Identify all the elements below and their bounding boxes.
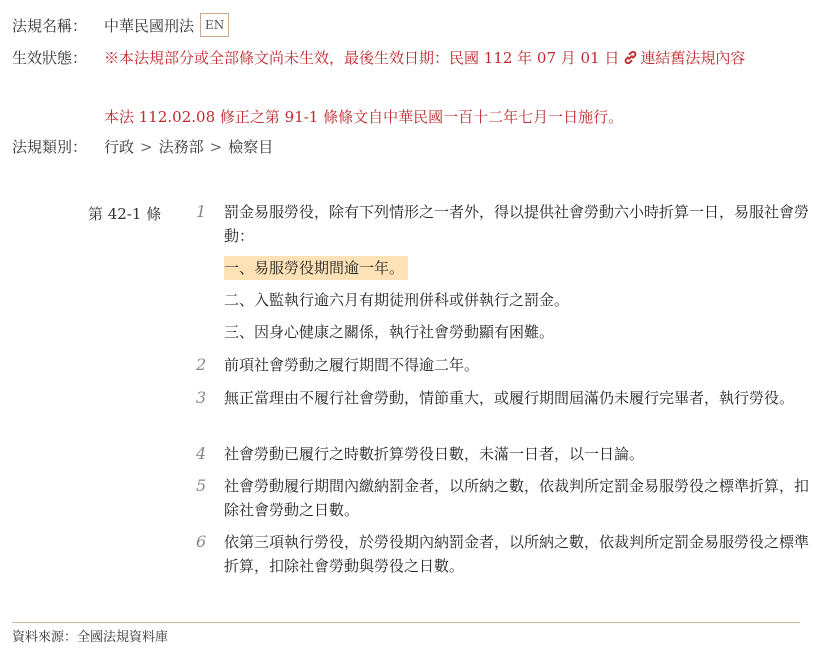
paragraph-number: 3: [196, 388, 207, 407]
paragraph-text: 依第三項執行勞役，於勞役期內納罰金者，以所納之數，依裁判所定罰金易服勞役之標準折算，扣除社會勞動與勞役之日數。: [224, 533, 810, 575]
list-item: 二、入監執行逾六月有期徒刑併科或併執行之罰金。: [224, 291, 570, 309]
paragraph-6: [196, 530, 816, 578]
breadcrumb-separator: >: [209, 138, 223, 156]
paragraph-text: 社會勞動已履行之時數折算勞役日數，未滿一日者，以一日論。: [224, 445, 645, 463]
breadcrumb: [104, 134, 273, 160]
breadcrumb-item-admin[interactable]: 行政: [104, 138, 135, 156]
article-number: 第 42-1 條: [88, 205, 162, 223]
paragraph-number: 1: [196, 202, 207, 221]
paragraph-text: 罰金易服勞役，除有下列情形之一者外，得以提供社會勞動六小時折算一日，易服社會勞動：: [224, 203, 810, 245]
footer-divider: [12, 622, 800, 623]
law-name: 中華民國刑法: [104, 17, 195, 35]
status-text: ※本法規部分或全部條文尚未生效，最後生效日期：民國 112 年 07 月 01 日: [104, 49, 620, 67]
status-label: 生效狀態：: [12, 49, 88, 67]
breadcrumb-item-prosecution[interactable]: 檢察目: [228, 138, 274, 156]
breadcrumb-separator: >: [140, 138, 153, 156]
paragraph-4: [196, 442, 816, 466]
paragraph-1: [196, 200, 816, 248]
breadcrumb-item-ministry[interactable]: 法務部: [158, 138, 204, 156]
paragraph-text: 無正當理由不履行社會勞動，情節重大，或履行期間屆滿仍未履行完畢者，執行勞役。: [224, 389, 795, 407]
paragraph-number: 5: [196, 476, 207, 495]
paragraph-text: 社會勞動履行期間內繳納罰金者，以所納之數，依裁判所定罰金易服勞役之標準折算，扣除社會勞動之日數。: [224, 477, 810, 519]
old-law-link[interactable]: 連結舊法規內容: [640, 49, 746, 67]
paragraph-number: 6: [196, 532, 207, 551]
link-icon[interactable]: [623, 47, 638, 73]
paragraph-number: 4: [196, 444, 207, 463]
english-version-button[interactable]: EN: [200, 13, 229, 37]
amendment-note: 本法 112.02.08 修正之第 91-1 條條文自中華民國一百十二年七月一日施行。: [104, 108, 624, 126]
category-label: 法規類別：: [12, 138, 88, 156]
paragraph-text: 前項社會勞動之履行期間不得逾二年。: [224, 356, 480, 374]
status-row: [12, 45, 804, 73]
list-item-highlighted: 一、易服勞役期間逾一年。: [224, 256, 408, 280]
law-name-label: 法規名稱：: [12, 17, 88, 35]
status-text-block: [104, 45, 804, 73]
list-item: 三、因身心健康之關係，執行社會勞動顯有困難。: [224, 323, 555, 341]
paragraph-5: [196, 474, 816, 522]
paragraph-number: 2: [196, 355, 207, 374]
law-name-row: [12, 13, 229, 39]
paragraph-2: [196, 353, 816, 377]
category-row: [12, 134, 273, 160]
paragraph-3: [196, 386, 816, 410]
footer-source: 資料來源：全國法規資料庫: [12, 630, 169, 645]
